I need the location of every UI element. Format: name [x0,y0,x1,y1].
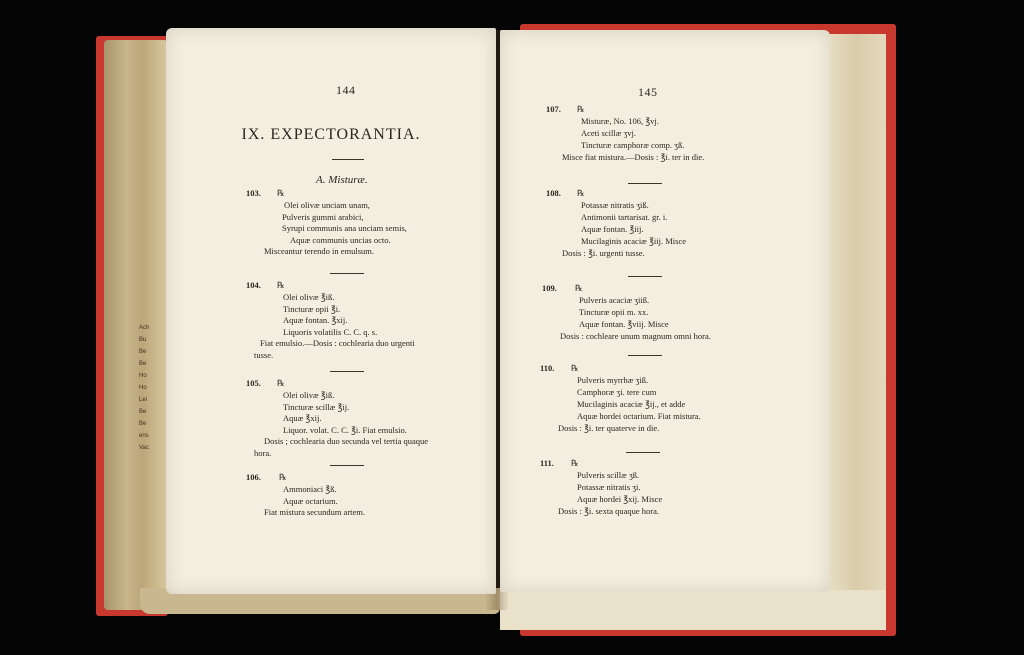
recipe-line: Pulveris scillæ ʒß. [577,470,640,480]
spine-label: Lei [139,397,148,403]
spine-label: Be [139,361,147,367]
recipe-103 [246,188,486,268]
recipe-divider [330,273,364,274]
section-title: IX. EXPECTORANTIA. [241,126,421,143]
recipe-symbol: ℞ [277,188,285,198]
recipe-divider [626,452,660,453]
recipe-106 [246,472,486,532]
recipe-number: 106. [246,472,261,482]
recipe-number: 109. [542,283,557,293]
recipe-line: Aquæ ℥xij. [283,413,322,423]
recipe-104 [246,280,486,360]
recipe-line: tusse. [254,350,274,360]
recipe-line: Misceantur terendo in emulsum. [264,246,375,256]
page-number-right: 145 [638,85,658,99]
recipe-line: Fiat mistura secundum artem. [264,507,366,517]
recipe-line: Liquor. volat. C. C. ℥i. Fiat emulsio. [283,424,407,435]
recipe-line: Aquæ hordei octarium. Fiat mistura. [577,411,701,421]
recipe-line: Aquæ communis uncias octo. [290,234,391,245]
recipe-111 [540,458,810,518]
spine-labels [139,322,149,454]
recipe-line: Dosis : ℥i. ter quaterve in die. [558,423,660,433]
recipe-line: Olei olivæ ℥iß. [283,390,335,400]
recipe-number: 103. [246,188,261,198]
recipe-line: Pulveris acaciæ ʒiiß. [579,295,650,305]
recipe-line: Syrupi communis ana unciam semis, [282,223,407,233]
recipe-line: hora. [254,448,272,458]
recipe-line: Ammoniaci ℥ß. [283,484,337,494]
page-number-left: 144 [336,83,356,97]
recipe-symbol: ℞ [279,472,287,482]
recipe-line: Mucilaginis acaciæ ℥iij. Misce [581,236,686,246]
spine-label: Vac [139,445,149,451]
recipe-line: Misce fiat mistura.—Dosis : ℥i. ter in die. [562,152,705,162]
right-page-bottom-edge [500,590,886,630]
spine-label: Be [139,409,147,415]
recipe-line: Dosis : cochleare unum magnum omni hora. [560,331,711,341]
recipe-line: Tincturæ opii ℥i. [283,303,341,314]
recipe-line: Camphoræ ʒi. tere cum [577,387,657,397]
recipe-line: Dosis : ℥i. sexta quaque hora. [558,506,659,516]
recipe-divider [628,183,662,184]
recipe-symbol: ℞ [277,280,285,290]
recipe-line: Tincturæ camphoræ comp. ʒß. [581,140,685,150]
recipe-number: 110. [540,363,555,373]
recipe-number: 111. [540,458,554,468]
recipe-symbol: ℞ [577,104,585,114]
recipe-line: Aquæ octarium. [283,495,338,506]
recipe-line: Potassæ nitratis ʒiß. [581,200,649,210]
recipe-107 [546,104,816,174]
spine-label: Ho [139,373,147,379]
recipe-symbol: ℞ [277,378,285,388]
recipe-line: Olei olivæ unciam unam, [284,200,370,210]
right-page [500,30,830,592]
recipe-line: Pulveris myrrhæ ʒiß. [577,375,649,385]
recipe-divider [330,371,364,372]
recipe-line: Dosis ; cochlearia duo secunda vel tertia quaque [264,436,429,446]
spine-label: Bu [139,337,147,343]
recipe-line: Dosis : ℥i. urgenti tusse. [562,248,645,258]
recipe-number: 105. [246,378,261,388]
recipe-line: Aquæ fontan. ℥viij. Misce [579,319,669,329]
recipe-108 [546,188,816,258]
recipe-line: Pulveris gummi arabici, [282,211,364,222]
spine-label: Ho [139,385,147,391]
recipe-symbol: ℞ [571,458,579,468]
title-rule [332,159,364,160]
recipe-line: Tincturæ opii m. xx. [579,307,649,317]
recipe-line: Aceti scillæ ʒvj. [581,128,637,138]
recipe-line: Misturæ, No. 106, ℥vj. [581,116,659,126]
recipe-line: Potassæ nitratis ʒi. [577,482,641,492]
left-page-edges [104,40,168,610]
recipe-divider [628,355,662,356]
recipe-line: Aquæ fontan. ℥xij. [283,315,348,325]
recipe-line: Olei olivæ ℥iß. [283,292,335,302]
spine-label: Be [139,421,147,427]
recipe-symbol: ℞ [575,283,583,293]
recipe-divider [628,276,662,277]
spine-label: Be [139,349,147,355]
recipe-line: Antimonii tartarisat. gr. i. [581,212,668,222]
recipe-divider [330,465,364,466]
recipe-105 [246,378,486,458]
recipe-symbol: ℞ [577,188,585,198]
spine-label: Ach [139,325,150,331]
recipe-number: 107. [546,104,561,114]
recipe-line: Mucilaginis acaciæ ℥ij., et adde [577,399,686,409]
subsection-title: A. Misturæ. [316,174,368,186]
recipe-line: Aquæ fontan. ℥iij. [581,224,644,234]
recipe-line: Liquoris volatilis C. C. q. s. [283,326,378,337]
recipe-line: Tincturæ scillæ ℥ij. [283,401,350,412]
recipe-symbol: ℞ [571,363,579,373]
spine-label: ens [139,433,149,439]
recipe-number: 104. [246,280,261,290]
recipe-number: 108. [546,188,561,198]
recipe-line: Aquæ hordei ℥xij. Misce [577,494,663,504]
recipe-110 [540,363,810,433]
recipe-line: Fiat emulsio.—Dosis : cochlearia duo urgenti [260,338,415,348]
recipe-109 [542,283,812,343]
right-page-edges [826,34,886,630]
left-page [166,28,496,594]
